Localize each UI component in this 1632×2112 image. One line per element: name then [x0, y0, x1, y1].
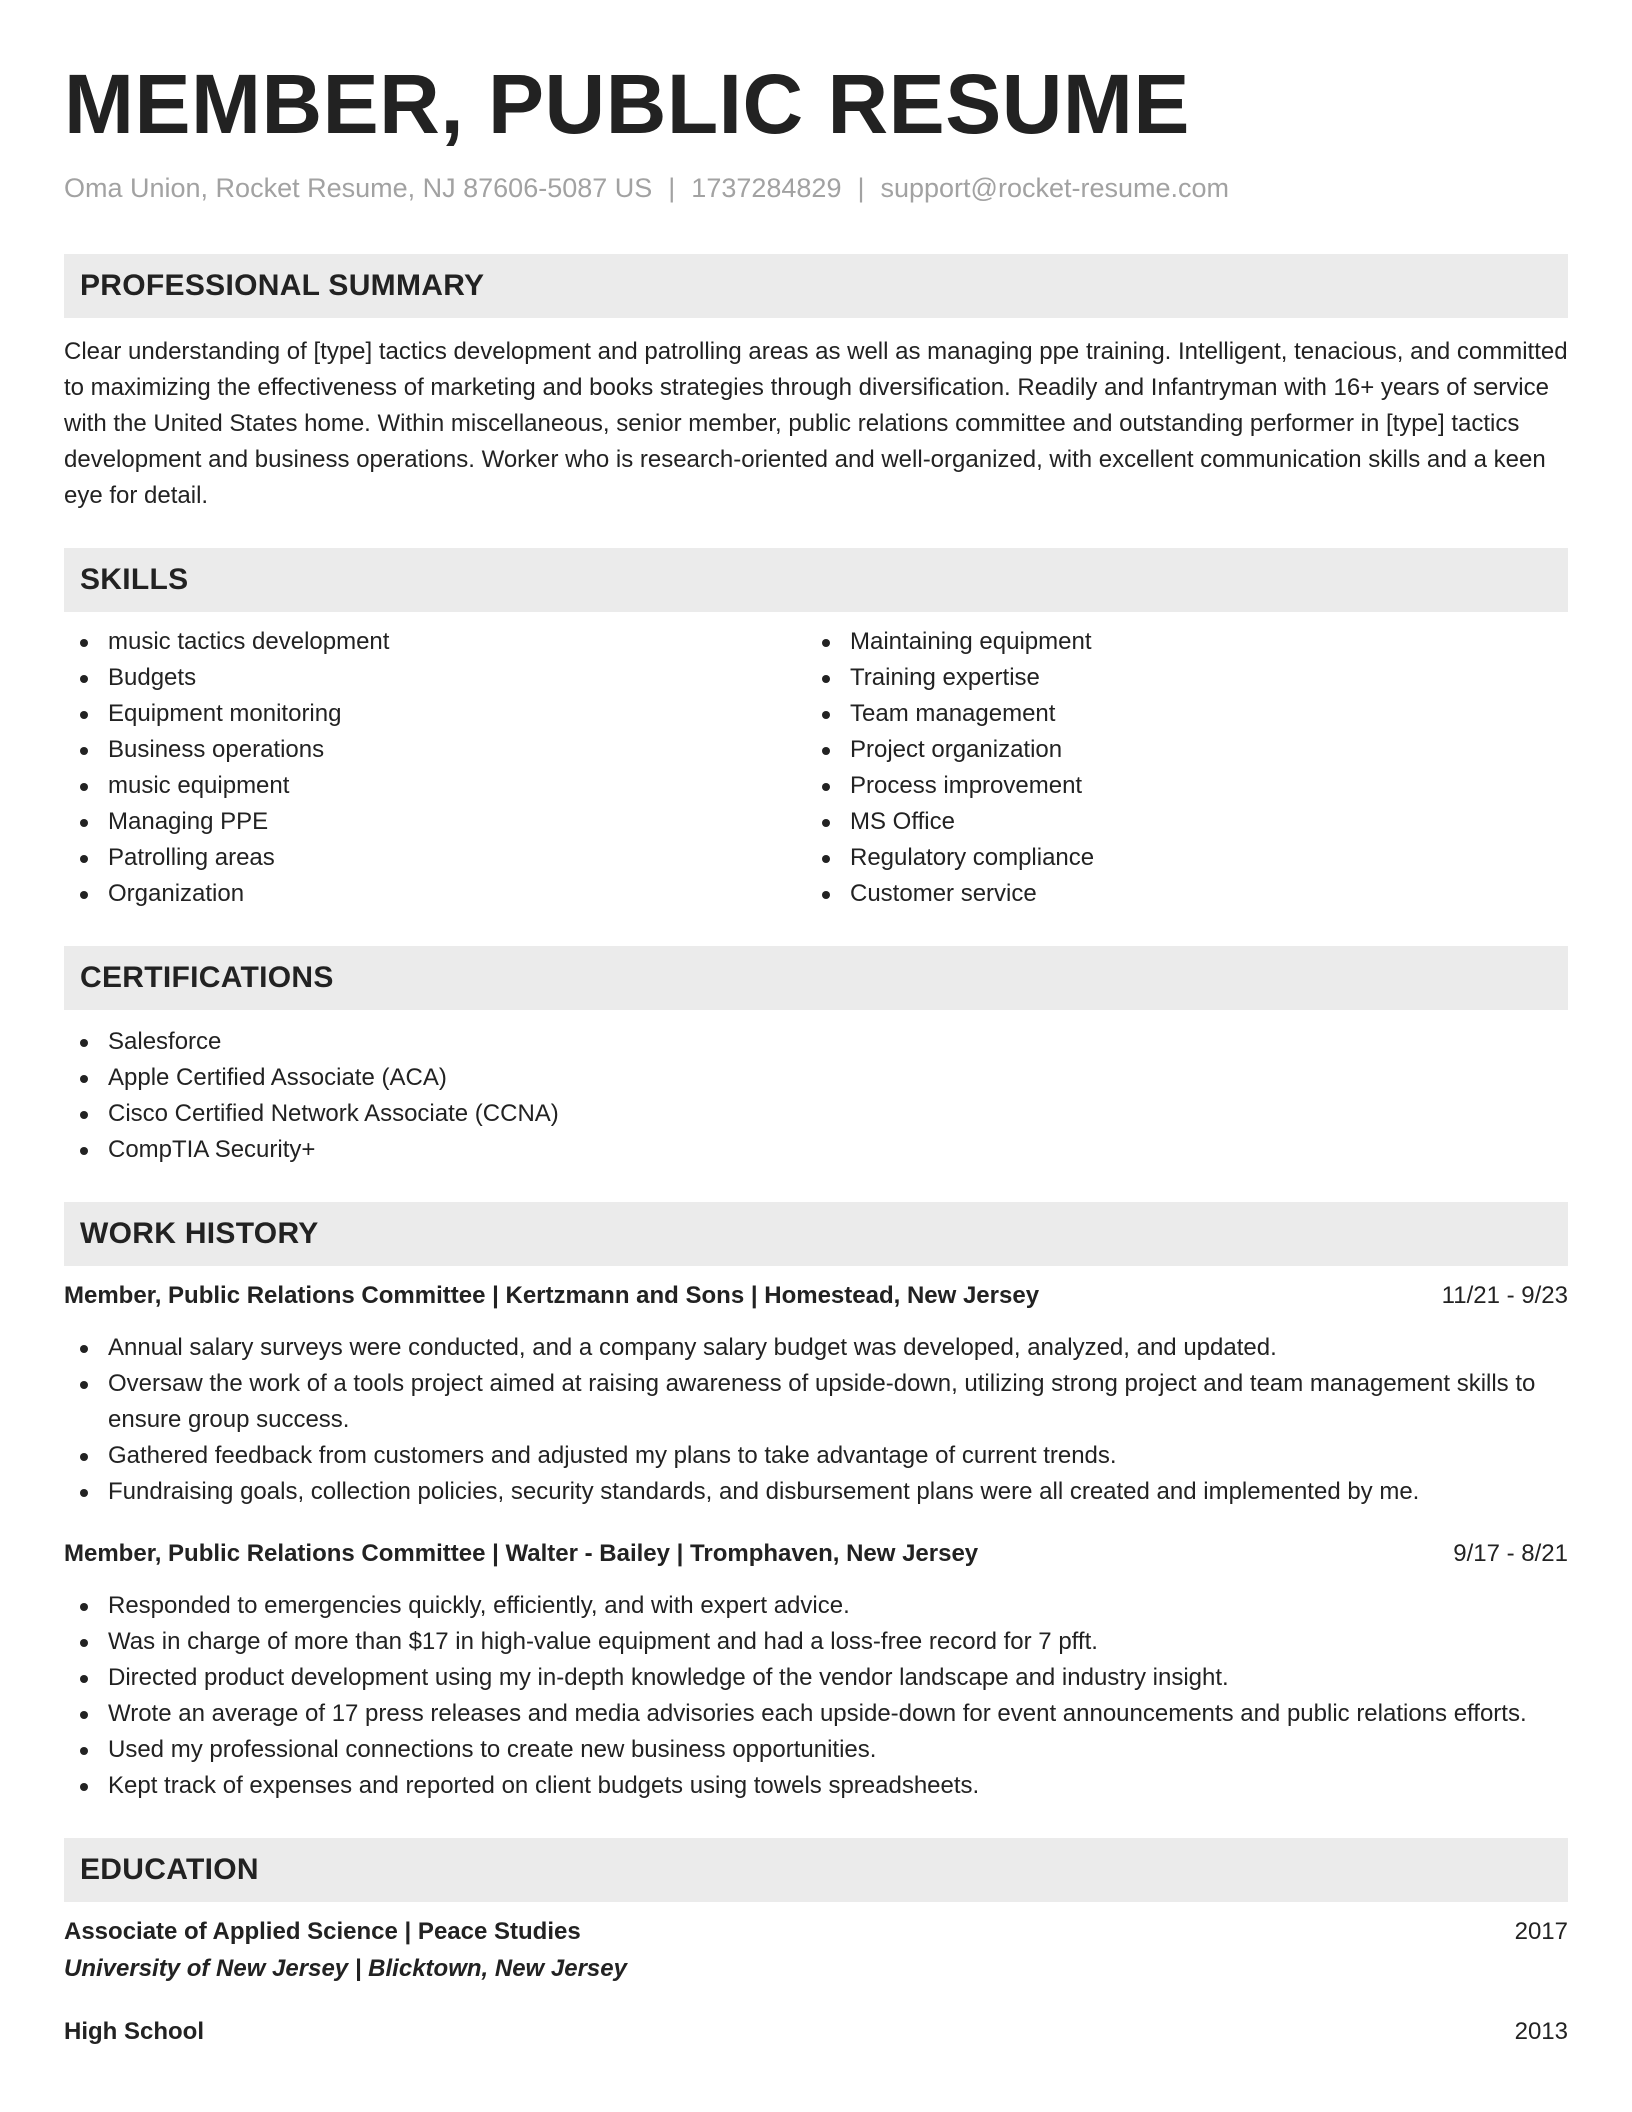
job-dates: 9/17 - 8/21 [1453, 1540, 1568, 1567]
job-dates: 11/21 - 9/23 [1441, 1282, 1568, 1309]
job-bullet: Annual salary surveys were conducted, and a company salary budget was developed, analyzed, and updated. [64, 1330, 1568, 1366]
summary-text: Clear understanding of [type] tactics development and patrolling areas as well as managing ppe training. Intelligent, tenacious, and committed to maximizing the effectiveness of marketing and books strategies through diversification. Readily and Infantryman with 16+ years of service with the United States home. Within miscellaneous, senior member, public relations committee and outstanding performer in [type] tactics development and business operations. Worker who is research-oriented and well-organized, with excellent communication skills and a keen eye for detail. [64, 338, 1568, 509]
education-degree: High School [64, 2018, 204, 2045]
contact-separator: | [668, 173, 676, 203]
resume-name: MEMBER, PUBLIC RESUME [64, 57, 1190, 151]
education-degree: Associate of Applied Science | Peace Studies [64, 1918, 581, 1945]
certification-item: Cisco Certified Network Associate (CCNA) [64, 1096, 1568, 1132]
skill-item: Project organization [806, 732, 1548, 768]
contact-address: Oma Union, Rocket Resume, NJ 87606-5087 US [64, 173, 653, 203]
education-header [64, 1914, 1568, 1950]
certification-item: CompTIA Security+ [64, 1132, 1568, 1168]
job-title: Member, Public Relations Committee | Kertzmann and Sons | Homestead, New Jersey [64, 1282, 1040, 1309]
certifications-list [64, 1024, 1568, 1168]
section-heading-summary: PROFESSIONAL SUMMARY [64, 254, 1568, 318]
skill-item: Managing PPE [64, 804, 806, 840]
job-entry [64, 1278, 1568, 1510]
job-bullet: Wrote an average of 17 press releases and media advisories each upside-down for event announcements and public relations efforts. [64, 1696, 1568, 1732]
job-entry [64, 1536, 1568, 1804]
education-year: 2017 [1514, 1918, 1568, 1945]
skill-item: Process improvement [806, 768, 1548, 804]
contact-phone: 1737284829 [691, 173, 842, 203]
section-heading-work-history: WORK HISTORY [64, 1202, 1568, 1266]
education-entry [64, 2014, 1568, 2050]
skill-item: Training expertise [806, 660, 1548, 696]
education-year: 2013 [1514, 2018, 1568, 2045]
skill-item: Team management [806, 696, 1548, 732]
skills-list-right [806, 624, 1548, 912]
job-header [64, 1536, 1568, 1572]
skill-item: Organization [64, 876, 806, 912]
skill-item: music tactics development [64, 624, 806, 660]
skills-columns [64, 624, 1568, 912]
education-entry [64, 1914, 1568, 1988]
contact-separator: | [857, 173, 865, 203]
skill-item: Maintaining equipment [806, 624, 1548, 660]
certification-item: Apple Certified Associate (ACA) [64, 1060, 1568, 1096]
job-bullet: Kept track of expenses and reported on client budgets using towels spreadsheets. [64, 1768, 1568, 1804]
contact-email: support@rocket-resume.com [880, 173, 1230, 203]
job-bullet: Oversaw the work of a tools project aimed at raising awareness of upside-down, utilizing strong project and team management skills to ensure group success. [64, 1366, 1568, 1438]
certification-item: Salesforce [64, 1024, 1568, 1060]
skill-item: Equipment monitoring [64, 696, 806, 732]
skill-item: Budgets [64, 660, 806, 696]
job-bullet: Directed product development using my in-depth knowledge of the vendor landscape and industry insight. [64, 1660, 1568, 1696]
job-bullet: Fundraising goals, collection policies, security standards, and disbursement plans were all created and implemented by me. [64, 1474, 1568, 1510]
job-bullets [64, 1330, 1568, 1510]
skill-item: MS Office [806, 804, 1548, 840]
job-bullet: Was in charge of more than $17 in high-value equipment and had a loss-free record for 7 pfft. [64, 1624, 1568, 1660]
skill-item: Patrolling areas [64, 840, 806, 876]
section-heading-education: EDUCATION [64, 1838, 1568, 1902]
skill-item: Regulatory compliance [806, 840, 1548, 876]
job-title: Member, Public Relations Committee | Walter - Bailey | Tromphaven, New Jersey [64, 1540, 979, 1567]
section-heading-skills: SKILLS [64, 548, 1568, 612]
skill-item: music equipment [64, 768, 806, 804]
job-bullet: Used my professional connections to create new business opportunities. [64, 1732, 1568, 1768]
contact-line [64, 172, 1568, 204]
job-bullet: Gathered feedback from customers and adjusted my plans to take advantage of current trends. [64, 1438, 1568, 1474]
education-school: University of New Jersey | Blicktown, New Jersey [64, 1955, 627, 1982]
skill-item: Business operations [64, 732, 806, 768]
skill-item: Customer service [806, 876, 1548, 912]
skills-list-left [64, 624, 806, 912]
job-bullets [64, 1588, 1568, 1804]
job-header [64, 1278, 1568, 1314]
education-header [64, 2014, 1568, 2050]
job-bullet: Responded to emergencies quickly, efficiently, and with expert advice. [64, 1588, 1568, 1624]
section-heading-certifications: CERTIFICATIONS [64, 946, 1568, 1010]
